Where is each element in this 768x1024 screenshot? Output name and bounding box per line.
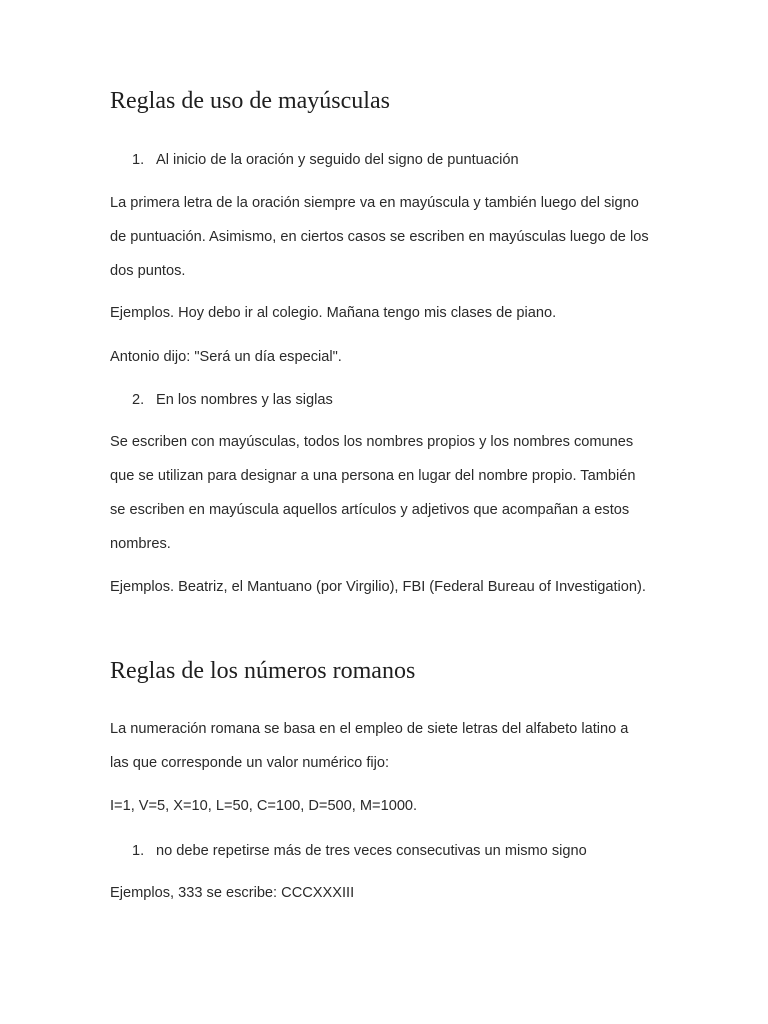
paragraph: Ejemplos. Hoy debo ir al colegio. Mañana tengo mis clases de piano. (110, 305, 557, 321)
list-number: 1. (132, 843, 145, 859)
paragraph: I=1, V=5, X=10, L=50, C=100, D=500, M=1000. (110, 798, 418, 814)
section-heading-numeros-romanos: Reglas de los números romanos (110, 658, 416, 684)
list-item (132, 390, 333, 410)
paragraph: Antonio dijo: "Será un día especial". (110, 349, 342, 365)
list-item-text: no debe repetirse más de tres veces consecutivas un mismo signo (156, 843, 587, 859)
list-item-text: En los nombres y las siglas (156, 392, 333, 408)
paragraph: Ejemplos. Beatriz, el Mantuano (por Virgilio), FBI (Federal Bureau of Investigation). (110, 579, 646, 595)
list-number: 1. (132, 152, 145, 168)
paragraph: La numeración romana se basa en el empleo de siete letras del alfabeto latino a las que corresponde un valor numérico fijo: (110, 721, 629, 771)
paragraph: Se escriben con mayúsculas, todos los nombres propios y los nombres comunes que se utilizan para designar a una persona en lugar del nombre propio. También se escriben en mayúscula aquellos artículos y adjetivos que acompañan a estos nombres. (110, 434, 636, 552)
list-number: 2. (132, 392, 145, 408)
list-item (132, 841, 587, 861)
list-item (132, 150, 519, 170)
list-item-text: Al inicio de la oración y seguido del signo de puntuación (156, 152, 519, 168)
paragraph: Ejemplos, 333 se escribe: CCCXXXIII (110, 885, 355, 901)
section-heading-mayusculas: Reglas de uso de mayúsculas (110, 88, 390, 114)
paragraph: La primera letra de la oración siempre va en mayúscula y también luego del signo de puntuación. Asimismo, en ciertos casos se escriben en mayúsculas luego de los dos puntos. (110, 195, 649, 279)
